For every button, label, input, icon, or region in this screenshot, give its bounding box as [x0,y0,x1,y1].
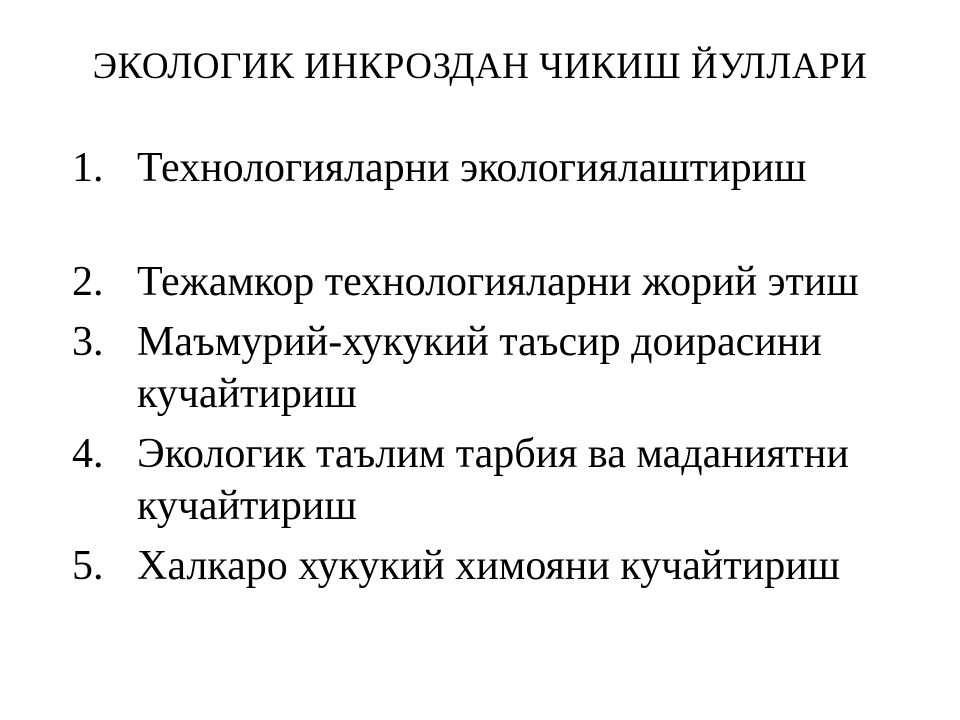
list-item-text: Халкаро хукукий химояни кучайтириш [137,543,841,590]
list-item [72,428,908,532]
list-item [72,540,908,592]
list-item [72,256,908,308]
list-item-number: 1. [72,145,104,191]
list-item [72,316,908,420]
list-item-text: Маъмурий-хукукий таъсир доирасини кучайтириш [137,319,822,418]
list-item-number: 4. [72,431,104,478]
list-item-number: 2. [72,259,104,306]
list-item-text: Экологик таълим тарбия ва маданиятни кучайтириш [137,431,849,530]
list-item-number: 3. [72,319,104,366]
list-item [72,142,908,194]
numbered-list [72,142,908,601]
list-item-text: Технологияларни экологиялаштириш [137,145,807,191]
slide-title: ЭКОЛОГИК ИНКРОЗДАН ЧИКИШ ЙУЛЛАРИ [92,46,868,87]
list-item-number: 5. [72,543,104,590]
list-item-text: Тежамкор технологияларни жорий этиш [137,259,859,306]
